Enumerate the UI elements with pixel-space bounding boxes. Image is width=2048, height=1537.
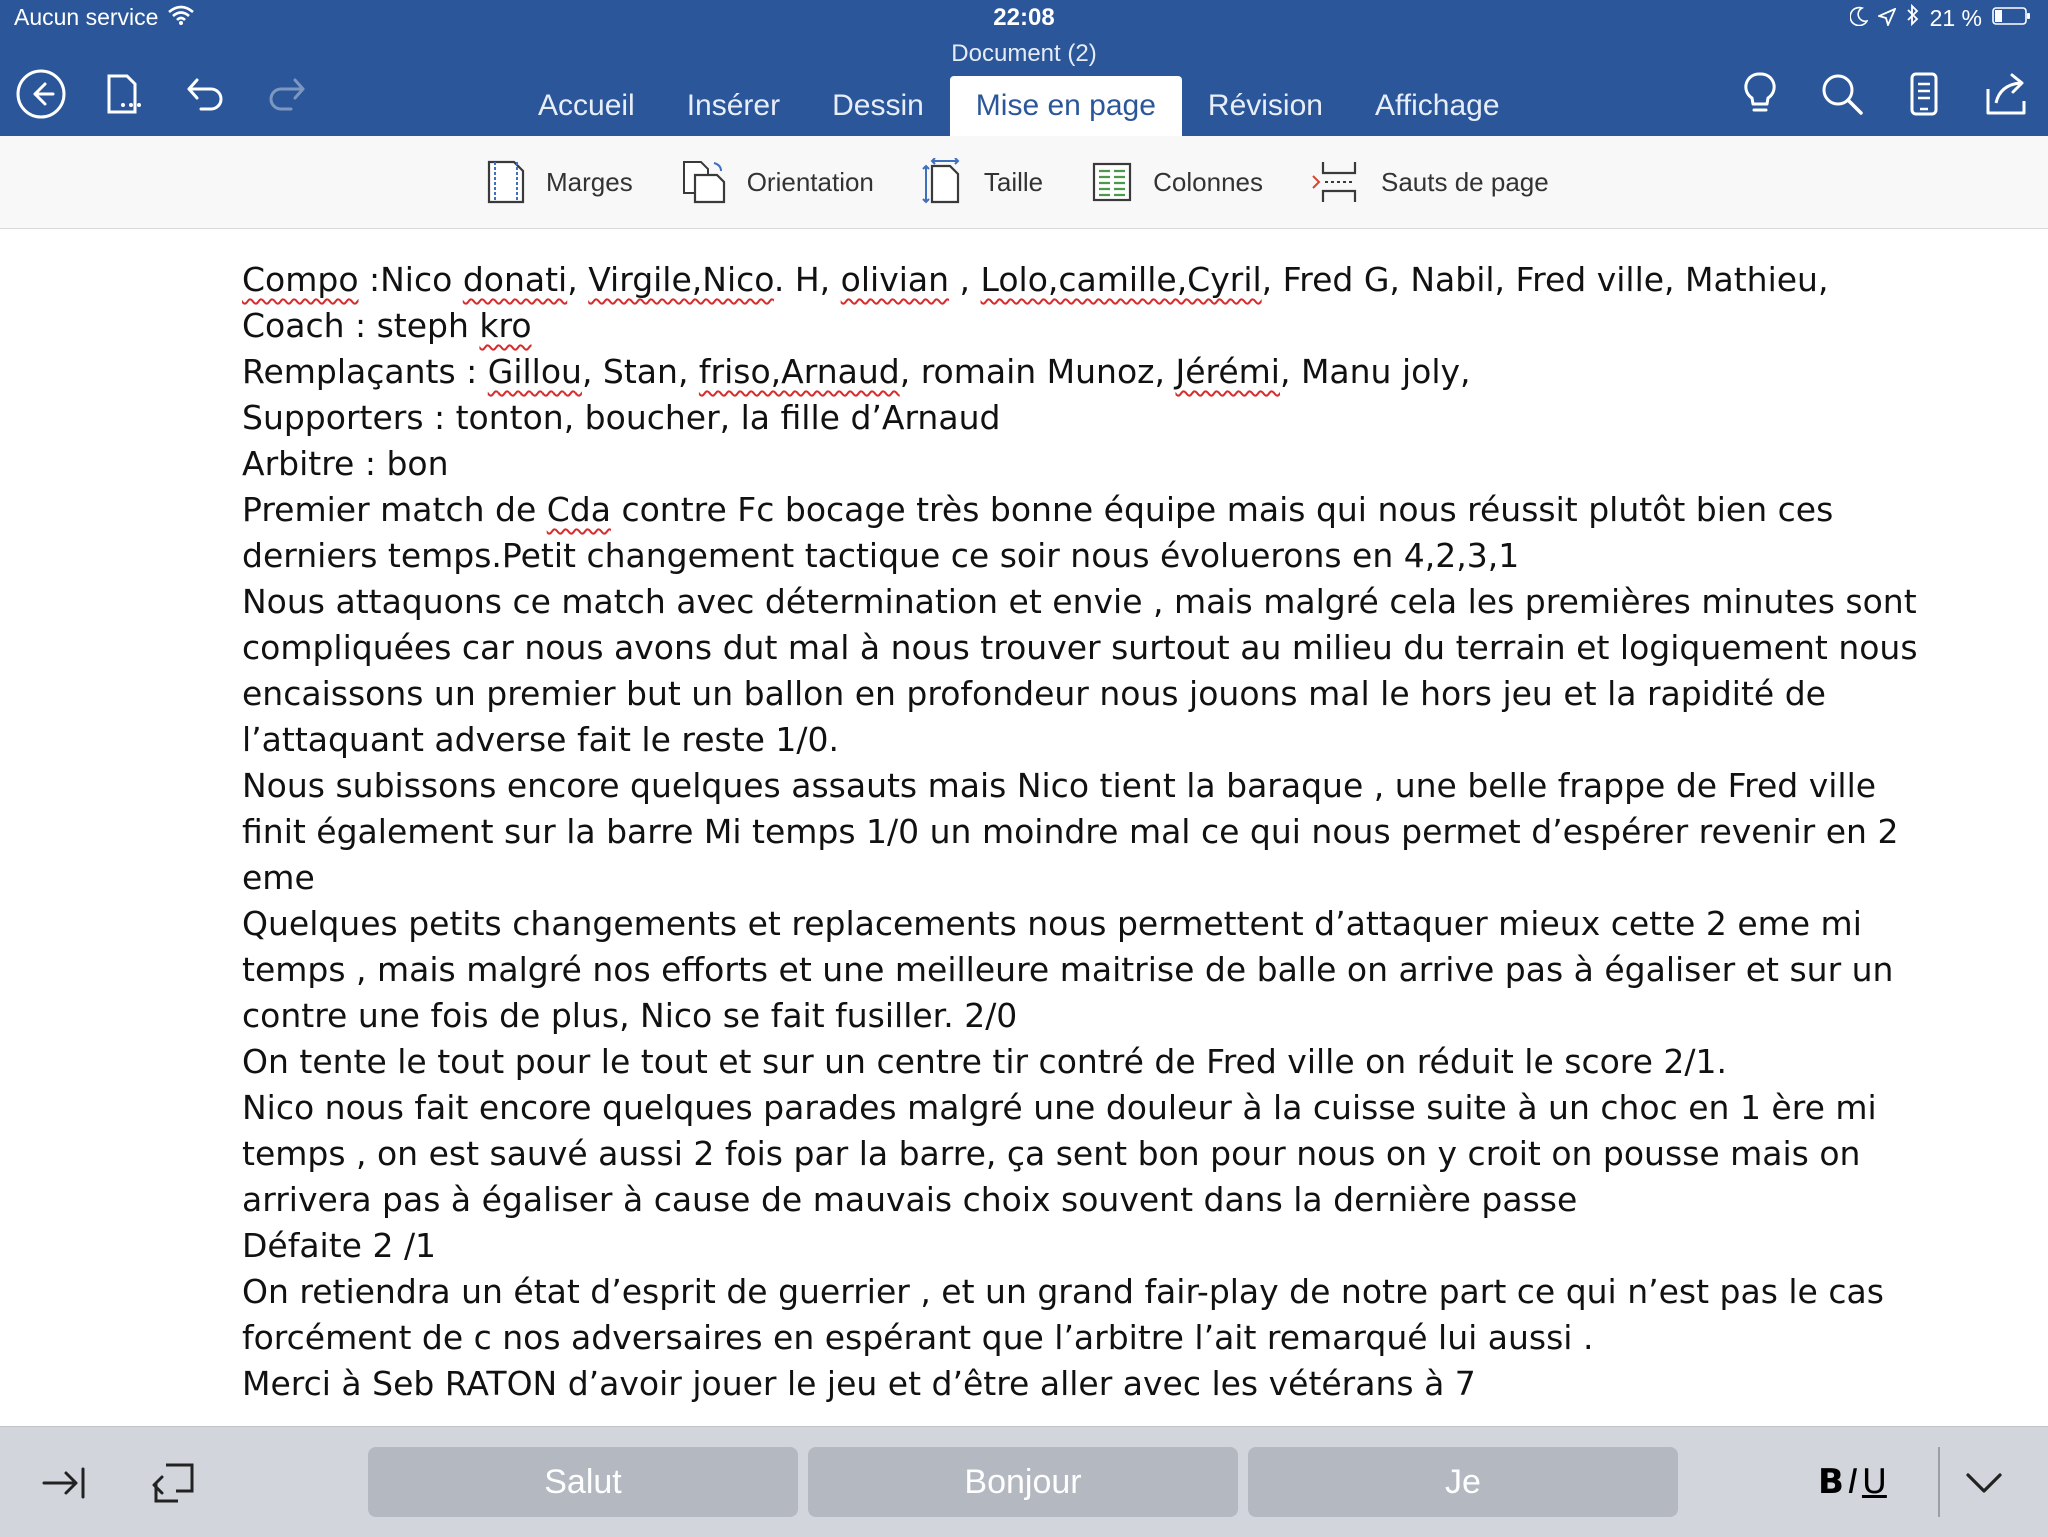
file-menu-icon[interactable] bbox=[93, 64, 153, 124]
misspelled-word: Lolo,camille,Cyril bbox=[980, 260, 1262, 299]
document-line[interactable] bbox=[242, 441, 1822, 487]
moon-icon bbox=[1850, 5, 1868, 32]
battery-icon bbox=[1992, 5, 2032, 32]
margins-button[interactable] bbox=[486, 154, 633, 210]
document-line[interactable] bbox=[242, 947, 1894, 993]
tab-inserer[interactable]: Insérer bbox=[686, 89, 781, 122]
carrier-label: Aucun service bbox=[14, 4, 159, 30]
document-line[interactable] bbox=[242, 579, 1917, 625]
document-line[interactable] bbox=[242, 763, 1877, 809]
page-break-icon bbox=[1311, 159, 1361, 205]
document-line[interactable] bbox=[242, 901, 1862, 947]
battery-label: 21 % bbox=[1929, 4, 1982, 31]
misspelled-word: Cda bbox=[546, 490, 611, 529]
italic-button[interactable]: I bbox=[1847, 1462, 1858, 1502]
lightbulb-icon[interactable] bbox=[1730, 64, 1790, 124]
columns-icon bbox=[1091, 161, 1133, 203]
document-line[interactable] bbox=[242, 625, 1918, 671]
size-label: Taille bbox=[983, 166, 1044, 197]
divider bbox=[1938, 1447, 1940, 1517]
text-run: contre Fc bocage très bonne équipe mais qui nous réussit plutôt bien ces bbox=[610, 490, 1834, 529]
text-run: , Stan, bbox=[581, 352, 699, 391]
document-line[interactable] bbox=[242, 303, 1822, 349]
margins-icon bbox=[486, 159, 526, 205]
text-run: contre une fois de plus, Nico se fait fusiller. 2/0 bbox=[242, 996, 1018, 1035]
app-header bbox=[0, 0, 2048, 136]
text-run: Défaite 2 /1 bbox=[242, 1226, 437, 1265]
size-icon bbox=[922, 158, 964, 206]
text-run: On tente le tout pour le tout et sur un centre tir contré de Fred ville on réduit le score 2/1. bbox=[242, 1042, 1728, 1081]
suggestion-salut[interactable]: Salut bbox=[368, 1447, 798, 1517]
text-run: forcément de c nos adversaires en espérant que l’arbitre l’ait remarqué lui aussi . bbox=[242, 1318, 1594, 1357]
underline-button[interactable]: U bbox=[1861, 1462, 1887, 1502]
document-title[interactable]: Document (2) bbox=[951, 40, 1097, 67]
margins-label: Marges bbox=[546, 166, 633, 197]
page-breaks-label: Sauts de page bbox=[1381, 166, 1549, 197]
text-run: , Fred G, Nabil, Fred ville, Mathieu, bbox=[1261, 260, 1829, 299]
bold-button[interactable]: B bbox=[1818, 1462, 1844, 1502]
text-run: Premier match de bbox=[242, 490, 547, 529]
misspelled-word: donati bbox=[462, 260, 568, 299]
text-run: Quelques petits changements et replacements nous permettent d’attaquer mieux cette 2 eme mi bbox=[242, 904, 1862, 943]
text-run: . H, bbox=[773, 260, 841, 299]
text-run: compliquées car nous avons dut mal à nous trouver surtout au milieu du terrain et logiquement nous bbox=[242, 628, 1918, 667]
text-run: Nico nous fait encore quelques parades malgré une douleur à la cuisse suite à un choc en 1 ère mi bbox=[242, 1088, 1877, 1127]
size-button[interactable] bbox=[922, 154, 1043, 210]
tab-dessin[interactable]: Dessin bbox=[832, 89, 924, 122]
document-line[interactable] bbox=[242, 1177, 1822, 1223]
orientation-icon bbox=[681, 159, 727, 205]
misspelled-word: Jérémi bbox=[1175, 352, 1280, 391]
misspelled-word: Gillou bbox=[487, 352, 582, 391]
text-run: , Manu joly, bbox=[1279, 352, 1471, 391]
tab-affichage[interactable]: Affichage bbox=[1374, 89, 1500, 122]
misspelled-word: kro bbox=[479, 306, 532, 345]
misspelled-word: Compo bbox=[242, 260, 359, 299]
paste-format-icon[interactable] bbox=[146, 1455, 202, 1511]
back-icon[interactable] bbox=[11, 64, 71, 124]
text-run: temps , mais malgré nos efforts et une meilleure maitrise de balle on arrive pas à égaliser et sur un bbox=[242, 950, 1894, 989]
document-line[interactable] bbox=[242, 717, 1822, 763]
document-line[interactable] bbox=[242, 855, 1822, 901]
text-run: Coach : steph bbox=[242, 306, 480, 345]
tab-accueil[interactable]: Accueil bbox=[538, 89, 635, 122]
document-line[interactable] bbox=[242, 993, 1822, 1039]
ribbon-toolbar bbox=[0, 136, 2048, 230]
suggestion-je[interactable]: Je bbox=[1248, 1447, 1678, 1517]
status-right bbox=[1850, 4, 2032, 32]
reading-view-icon[interactable] bbox=[1894, 64, 1954, 124]
misspelled-word: olivian bbox=[840, 260, 950, 299]
text-run: :Nico bbox=[358, 260, 463, 299]
format-buttons bbox=[1818, 1457, 1887, 1507]
text-run: Nous attaquons ce match avec détermination et envie , mais malgré cela les premières minutes sont bbox=[242, 582, 1917, 621]
text-run: derniers temps.Petit changement tactique ce soir nous évoluerons en 4,2,3,1 bbox=[242, 536, 1520, 575]
document-line[interactable] bbox=[242, 349, 1822, 395]
status-time: 22:08 bbox=[993, 4, 1055, 31]
orientation-label: Orientation bbox=[746, 166, 874, 197]
text-run: , bbox=[949, 260, 981, 299]
document-line[interactable] bbox=[242, 1039, 1822, 1085]
page-breaks-button[interactable] bbox=[1311, 154, 1549, 210]
document-line[interactable] bbox=[242, 1315, 1822, 1361]
suggestion-bonjour[interactable]: Bonjour bbox=[808, 1447, 1238, 1517]
text-run: eme bbox=[242, 858, 315, 897]
text-run: finit également sur la barre Mi temps 1/0 un moindre mal ce qui nous permet d’espérer revenir en 2 bbox=[242, 812, 1899, 851]
text-run: encaissons un premier but un ballon en profondeur nous jouons mal le hors jeu et la rapidité de bbox=[242, 674, 1826, 713]
text-run: Supporters : tonton, boucher, la fille d’Arnaud bbox=[242, 398, 1001, 437]
document-line[interactable] bbox=[242, 1361, 1822, 1407]
tab-mise-en-page[interactable]: Mise en page bbox=[950, 76, 1182, 136]
text-run: , romain Munoz, bbox=[899, 352, 1176, 391]
document-line[interactable] bbox=[242, 1269, 1884, 1315]
document-line[interactable] bbox=[242, 533, 1822, 579]
misspelled-word: friso,Arnaud bbox=[698, 352, 900, 391]
text-run: Merci à Seb RATON d’avoir jouer le jeu et d’être aller avec les vétérans à 7 bbox=[242, 1364, 1476, 1403]
search-icon[interactable] bbox=[1812, 64, 1872, 124]
text-run: Arbitre : bon bbox=[242, 444, 449, 483]
redo-icon[interactable] bbox=[257, 64, 317, 124]
document-line[interactable] bbox=[242, 809, 1899, 855]
document-line[interactable] bbox=[242, 1085, 1877, 1131]
document-canvas[interactable] bbox=[0, 229, 2048, 1426]
text-run: On retiendra un état d’esprit de guerrier , et un grand fair-play de notre part ce qui n’est pas le cas bbox=[242, 1272, 1884, 1311]
orientation-button[interactable] bbox=[681, 154, 874, 210]
document-line[interactable] bbox=[242, 1131, 1861, 1177]
text-run: l’attaquant adverse fait le reste 1/0. bbox=[242, 720, 840, 759]
text-run: , bbox=[567, 260, 589, 299]
ribbon-tabs bbox=[512, 76, 1526, 136]
keyboard-shortcut-bar bbox=[0, 1426, 2048, 1537]
text-run: temps , on est sauvé aussi 2 fois par la barre, ça sent bon pour nous on y croit on pousse mais on bbox=[242, 1134, 1861, 1173]
text-run: arrivera pas à égaliser à cause de mauvais choix souvent dans la dernière passe bbox=[242, 1180, 1578, 1219]
text-run: Remplaçants : bbox=[242, 352, 488, 391]
document-line[interactable] bbox=[242, 395, 1822, 441]
location-icon bbox=[1878, 5, 1896, 32]
columns-label: Colonnes bbox=[1153, 166, 1263, 197]
tab-key-icon[interactable] bbox=[36, 1455, 92, 1511]
undo-icon[interactable] bbox=[175, 64, 235, 124]
misspelled-word: Virgile,Nico bbox=[588, 260, 774, 299]
document-line[interactable] bbox=[242, 1223, 1822, 1269]
document-line[interactable] bbox=[242, 487, 1834, 533]
text-run: Nous subissons encore quelques assauts mais Nico tient la baraque , une belle frappe de Fred ville bbox=[242, 766, 1877, 805]
document-line[interactable] bbox=[242, 257, 1829, 303]
document-line[interactable] bbox=[242, 671, 1826, 717]
hide-keyboard-icon[interactable] bbox=[1956, 1455, 2012, 1511]
share-icon[interactable] bbox=[1976, 64, 2036, 124]
bluetooth-icon bbox=[1906, 4, 1920, 32]
tab-revision[interactable]: Révision bbox=[1207, 89, 1323, 122]
columns-button[interactable] bbox=[1091, 154, 1263, 210]
document-body[interactable] bbox=[242, 257, 1918, 1407]
